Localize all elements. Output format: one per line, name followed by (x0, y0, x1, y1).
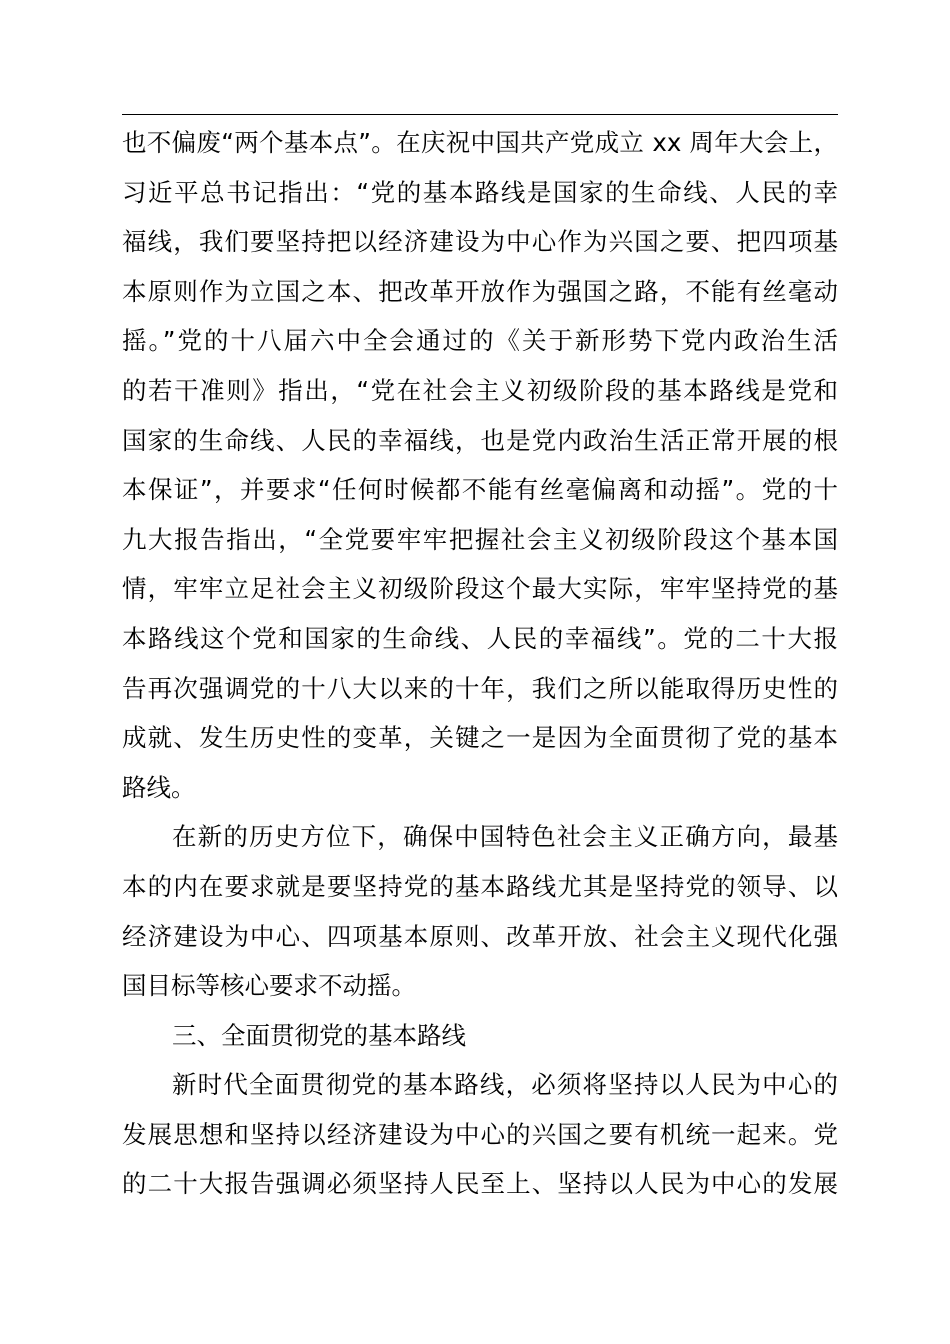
document-body (122, 118, 838, 1209)
text-line: 福线，我们要坚持把以经济建设为中心作为兴国之要、把四项基 (122, 227, 838, 257)
text-line: 摇。”党的十八届六中全会通过的《关于新形势下党内政治生活 (122, 326, 838, 356)
text-line: 发展思想和坚持以经济建设为中心的兴国之要有机统一起来。党 (122, 1119, 838, 1149)
text-line: 的若干准则》指出，“党在社会主义初级阶段的基本路线是党和 (122, 375, 838, 405)
text-line: 路线。 (122, 772, 196, 802)
text-line: 在新的历史方位下，确保中国特色社会主义正确方向，最基 (172, 822, 838, 852)
text-line: 也不偏废“两个基本点”。在庆祝中国共产党成立 xx 周年大会上， (122, 128, 838, 157)
text-line: 国目标等核心要求不动摇。 (122, 971, 416, 1001)
text-line: 本原则作为立国之本、把改革开放作为强国之路，不能有丝毫动 (122, 276, 838, 306)
text-line: 的二十大报告强调必须坚持人民至上、坚持以人民为中心的发展 (122, 1169, 838, 1199)
text-line: 情，牢牢立足社会主义初级阶段这个最大实际，牢牢坚持党的基 (122, 574, 838, 604)
text-line: 新时代全面贯彻党的基本路线，必须将坚持以人民为中心的 (172, 1070, 838, 1100)
header-rule (122, 114, 838, 115)
text-line: 三、全面贯彻党的基本路线 (172, 1020, 466, 1050)
text-line: 本保证”，并要求“任何时候都不能有丝毫偏离和动摇”。党的十 (122, 475, 838, 505)
text-line: 经济建设为中心、四项基本原则、改革开放、社会主义现代化强 (122, 921, 838, 951)
text-line: 本的内在要求就是要坚持党的基本路线尤其是坚持党的领导、以 (122, 871, 838, 901)
text-line: 习近平总书记指出：“党的基本路线是国家的生命线、人民的幸 (122, 177, 838, 207)
text-line: 国家的生命线、人民的幸福线，也是党内政治生活正常开展的根 (122, 425, 838, 455)
text-line: 成就、发生历史性的变革，关键之一是因为全面贯彻了党的基本 (122, 723, 838, 753)
text-line: 告再次强调党的十八大以来的十年，我们之所以能取得历史性的 (122, 673, 838, 703)
text-line: 九大报告指出，“全党要牢牢把握社会主义初级阶段这个基本国 (122, 524, 838, 554)
text-line: 本路线这个党和国家的生命线、人民的幸福线”。党的二十大报 (122, 623, 838, 653)
